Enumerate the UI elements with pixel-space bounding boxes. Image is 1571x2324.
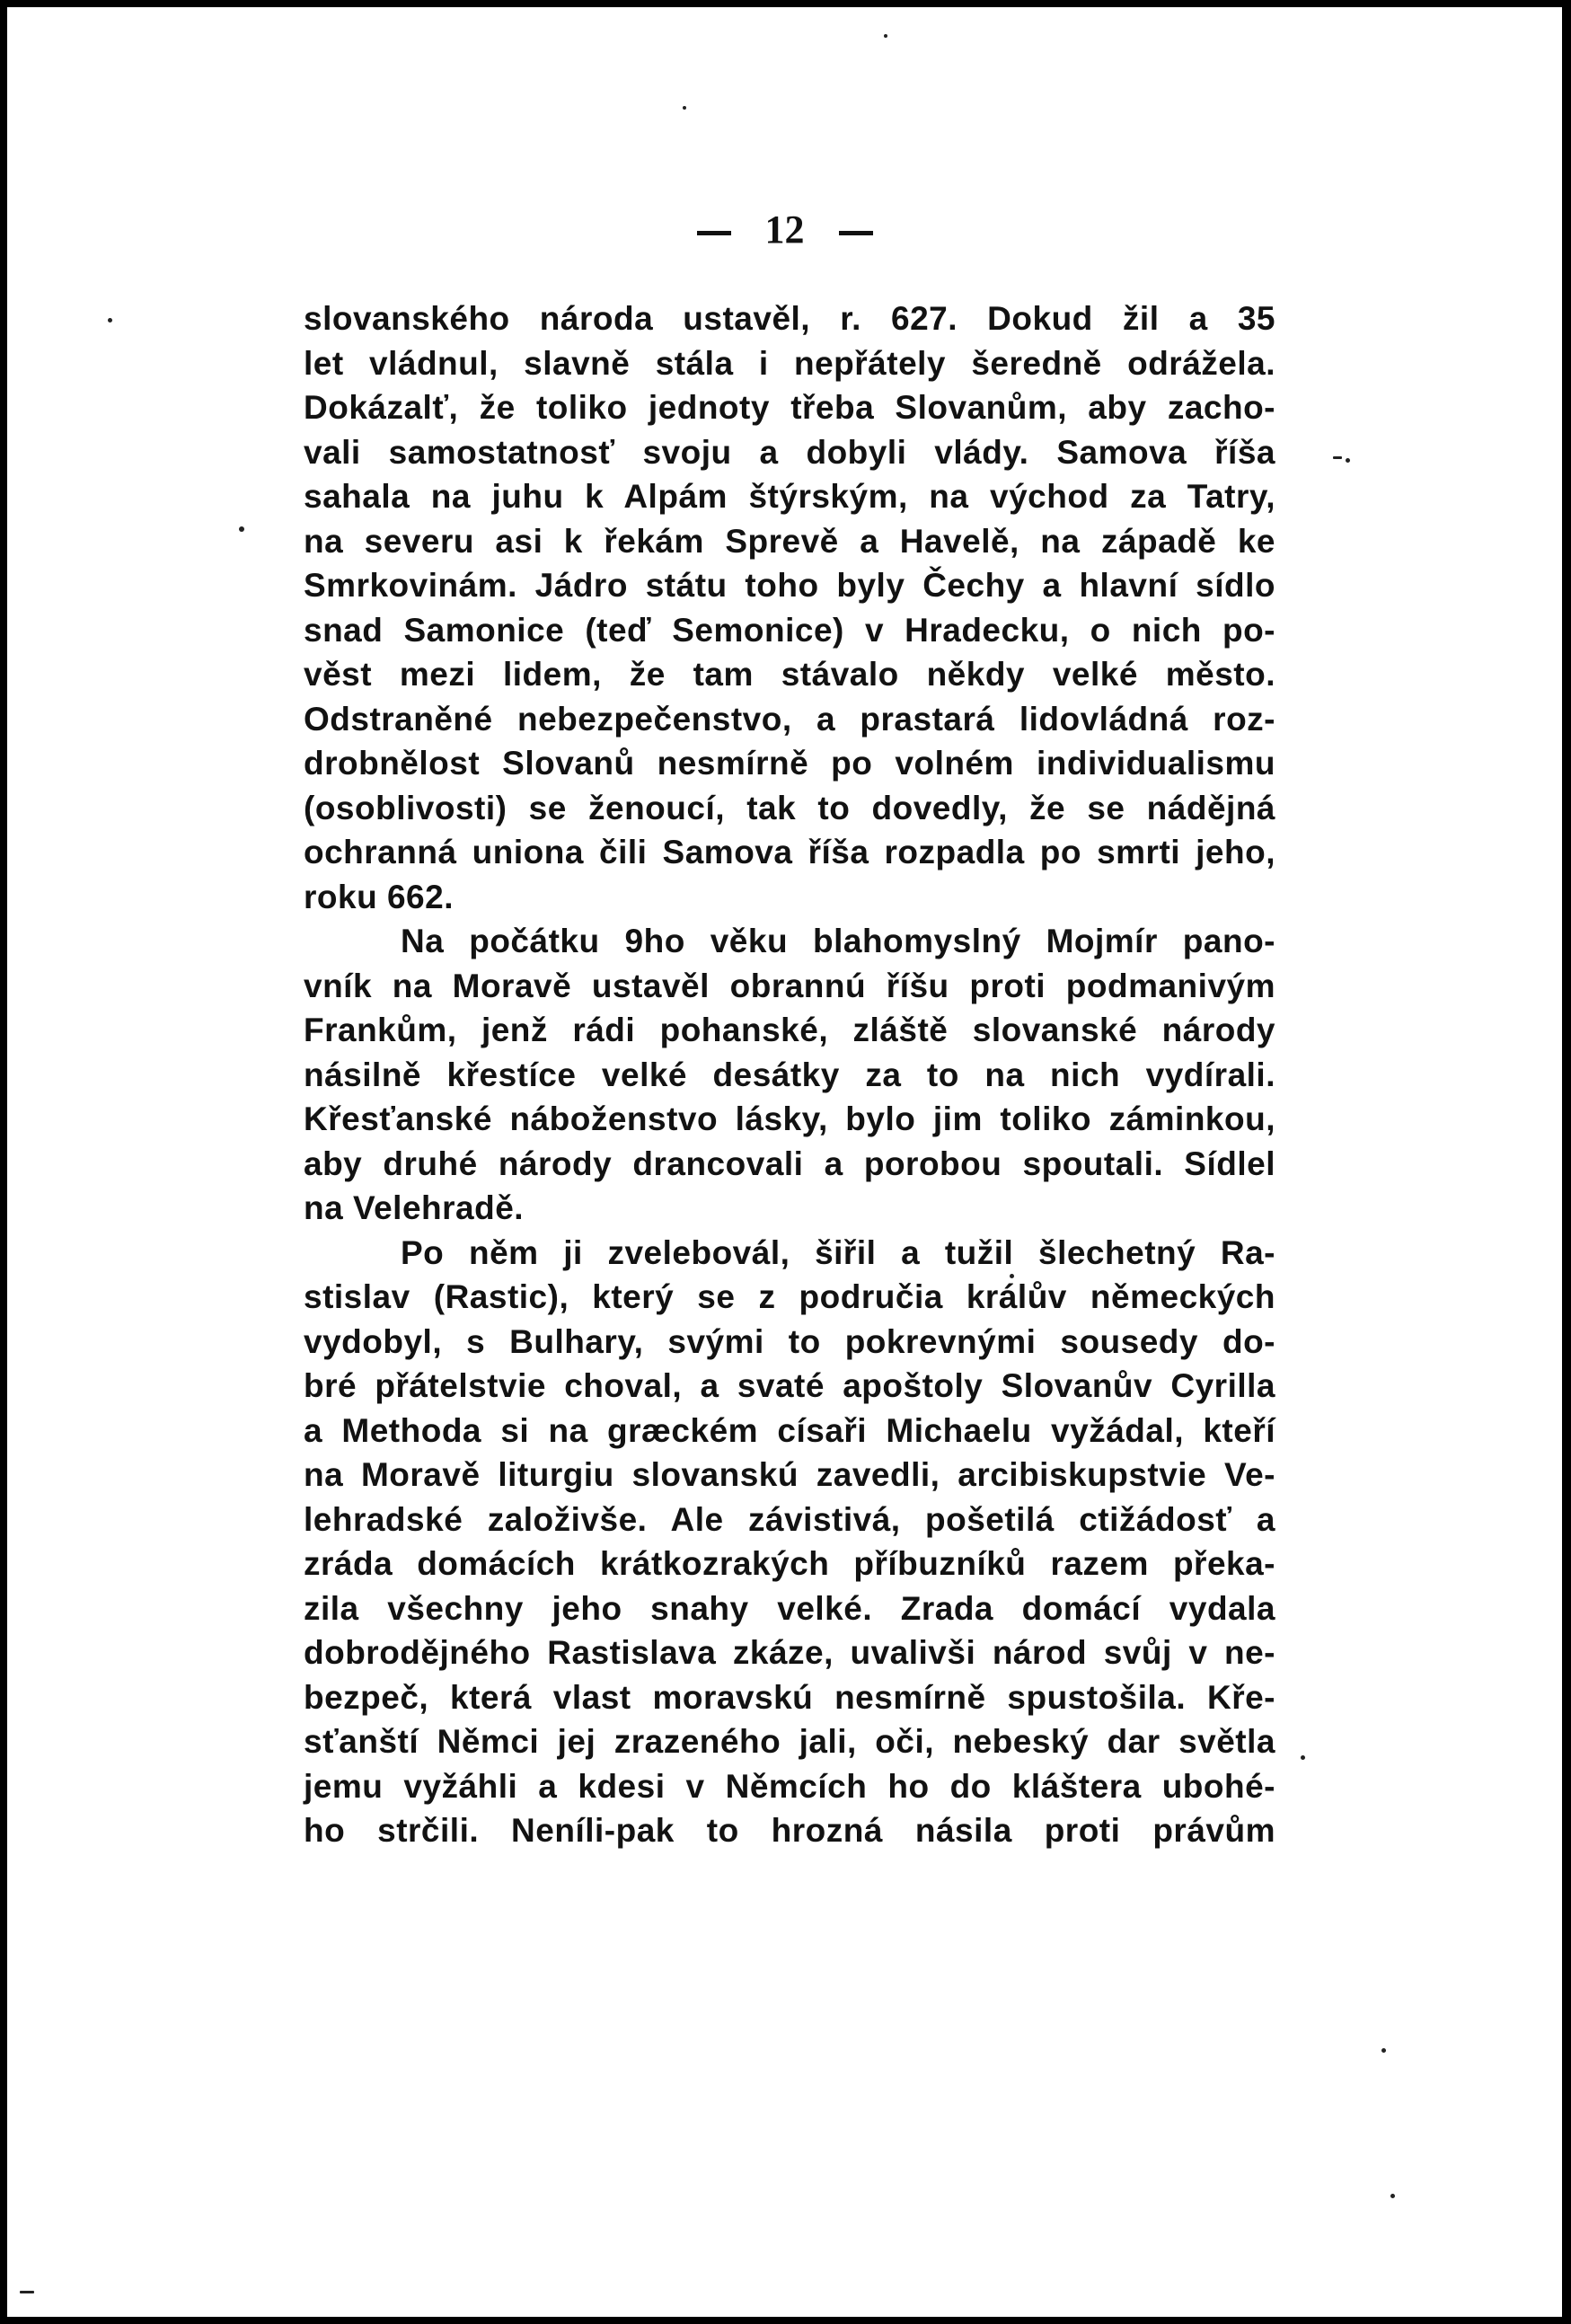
text-line: let vládnul, slavně stála i nepřátely šeredně odrážela. xyxy=(304,344,1275,382)
scan-speck xyxy=(683,106,686,110)
text-line: Dokázalť, že toliko jednoty třeba Slovanům, aby zacho- xyxy=(304,389,1275,426)
page-body xyxy=(304,296,1275,1853)
text-line: Odstraněné nebezpečenstvo, a prastará lidovládná roz- xyxy=(304,700,1275,738)
text-line: a Methoda si na græckém císaři Michaelu vyžádal, kteří xyxy=(304,1411,1275,1449)
text-line: násilně křestíce velké desátky za to na nich vydírali. xyxy=(304,1056,1275,1093)
text-line: bré přátelstvie choval, a svaté apoštoly Slovanův Cyrilla xyxy=(304,1367,1275,1404)
text-line: zila všechny jeho snahy velké. Zrada domácí vydala xyxy=(304,1589,1275,1627)
text-line: vník na Moravě ustavěl obrannú říšu proti podmanivým xyxy=(304,967,1275,1004)
text-line: aby druhé národy drancovali a porobou spoutali. Sídlel xyxy=(304,1144,1275,1182)
scan-speck xyxy=(20,2291,34,2293)
scan-speck xyxy=(239,526,244,532)
text-line: na Velehradě. xyxy=(304,1189,525,1226)
page-header xyxy=(7,207,1562,252)
text-line: slovanského národa ustavěl, r. 627. Dokud žil a 35 xyxy=(304,300,1275,337)
scan-speck xyxy=(108,318,112,323)
scan-speck xyxy=(1346,458,1350,463)
header-dash-right xyxy=(839,231,873,235)
scan-speck xyxy=(1010,1274,1014,1278)
text-line: Smrkovinám. Jádro státu toho byly Čechy a hlavní sídlo xyxy=(304,567,1275,604)
text-line: vali samostatnosť svoju a dobyli vlády. Samova říša xyxy=(304,433,1275,471)
text-line: jemu vyžáhli a kdesi v Němcích ho do klášterа ubohé- xyxy=(304,1767,1275,1805)
text-line: Na počátku 9ho věku blahomyslný Mojmír pano- xyxy=(401,923,1275,959)
text-line: Křesťanské náboženstvo lásky, bylo jim toliko záminkou, xyxy=(304,1100,1275,1137)
text-line: sťanští Němci jej zrazeného jali, oči, nebeský dar světla xyxy=(304,1723,1275,1760)
text-line: ochranná uniona čili Samova říša rozpadla po smrti jeho, xyxy=(304,834,1275,870)
header-dash-left xyxy=(697,231,731,235)
text-line: Frankům, jenž rádi pohanské, zláště slovanské národy xyxy=(304,1012,1275,1048)
text-line: zráda domácích krátkozrakých příbuzníků razem překa- xyxy=(304,1545,1275,1582)
text-line: na Moravě liturgiu slovanskú zavedli, arcibiskupstvie Ve- xyxy=(304,1456,1275,1493)
text-line: věst mezi lidem, že tam stávalo někdy velké město. xyxy=(304,656,1275,693)
scan-speck xyxy=(1381,2048,1386,2053)
text-line: Po něm ji zvelebovál, šiřil a tužil šlechetný Ra- xyxy=(401,1233,1275,1271)
text-line: snad Samonice (teď Semonice) v Hradecku, o nich po- xyxy=(304,611,1275,649)
page-number: 12 xyxy=(764,208,805,252)
text-line: ho strčili. Neníli-pak to hrozná násila proti právům xyxy=(304,1812,1275,1849)
text-line: lehradské založivše. Ale závistivá, pošetilá ctižádosť a xyxy=(304,1500,1275,1538)
scan-speck xyxy=(1390,2194,1395,2198)
text-line: roku 662. xyxy=(304,878,454,915)
text-line: dobrodějného Rastislava zkáze, uvalivši národ svůj v ne- xyxy=(304,1634,1275,1671)
book-page xyxy=(7,7,1562,2317)
scan-speck xyxy=(1333,456,1342,459)
text-line: stislav (Rastic), který se z područia králův německých xyxy=(304,1278,1275,1315)
text-line: bezpeč, která vlast moravskú nesmírně spustošila. Kře- xyxy=(304,1678,1275,1716)
scan-speck xyxy=(884,34,887,38)
text-line: sahala na juhu k Alpám štýrským, na východ za Tatry, xyxy=(304,478,1275,515)
text-line: na severu asi k řekám Sprevě a Havelě, na západě ke xyxy=(304,522,1275,560)
text-line: drobnělost Slovanů nesmírně po volném individualismu xyxy=(304,745,1275,782)
scan-speck xyxy=(1301,1755,1305,1760)
text-line: vydobyl, s Bulhary, svými to pokrevnými sousedy do- xyxy=(304,1322,1275,1360)
text-line: (osoblivosti) se ženoucí, tak to dovedly, že se nádějná xyxy=(304,789,1275,826)
